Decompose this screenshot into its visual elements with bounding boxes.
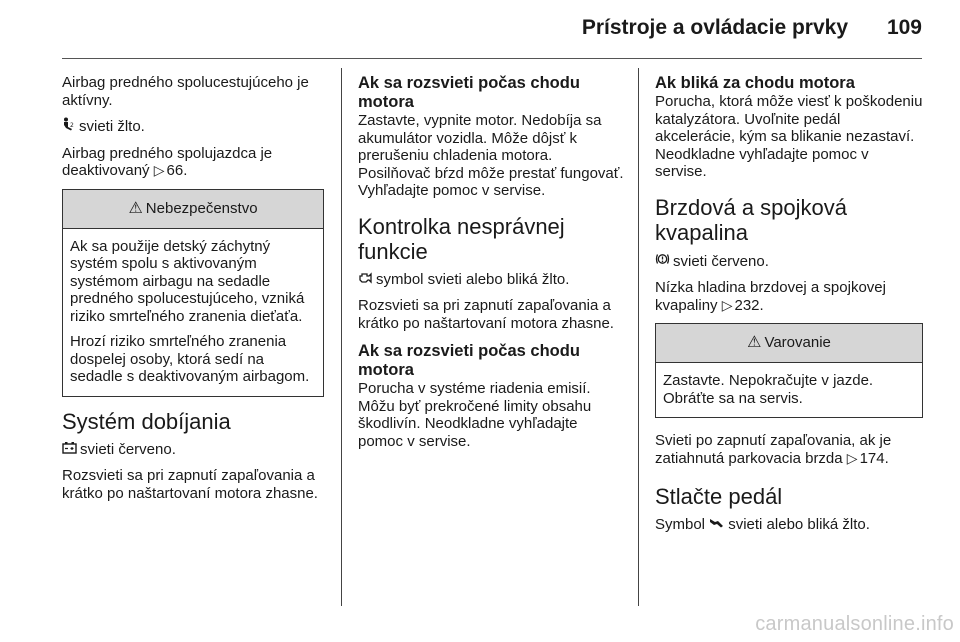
- danger-box-header: [63, 190, 323, 229]
- paragraph: [655, 279, 923, 315]
- paragraph: [655, 516, 923, 535]
- paragraph: Ak sa použije detský záchytný systém spolu s aktivovaným systémom airbagu na sedadle predného spolucestujúceho, vzniká riziko smrteľného zranenia dieťaťa.: [70, 237, 305, 325]
- header-title: Prístroje a ovládacie prvky: [581, 16, 848, 39]
- subsection-heading: Ak sa rozsvieti počas chodu motora: [358, 342, 580, 379]
- paragraph: Hrozí riziko smrteľného zranenia dospelej osoby, ktorá sedí na sedadle s deaktivovaným airbagom.: [70, 333, 310, 385]
- press-pedal-icon: [709, 517, 725, 535]
- section-heading: Systém dobíjania: [62, 408, 231, 434]
- column-2: [358, 74, 626, 458]
- brake-warning-icon: [655, 252, 670, 272]
- subsection-heading: Ak sa rozsvieti počas chodu motora: [358, 74, 580, 111]
- svg-text:2: 2: [70, 122, 74, 129]
- pedal-status-text: svieti alebo bliká žlto.: [728, 516, 870, 533]
- page-header: [0, 0, 960, 56]
- section-heading: Brzdová a spojková kvapalina: [655, 194, 847, 245]
- paragraph: Airbag predného spolucestujúceho je aktívny.: [62, 74, 309, 109]
- fault-status-text: symbol svieti alebo bliká žlto.: [376, 270, 570, 288]
- reference-arrow-icon: ▷: [721, 297, 733, 314]
- watermark: carmanualsonline.info: [755, 613, 954, 635]
- paragraph: [62, 441, 324, 460]
- battery-icon: [62, 441, 77, 460]
- column-1: [62, 74, 324, 510]
- column-divider-1: [341, 68, 342, 606]
- reference-arrow-icon: ▷: [153, 163, 165, 179]
- paragraph: [655, 432, 923, 468]
- paragraph: [62, 145, 324, 181]
- paragraph: Rozsvieti sa pri zapnutí zapaľovania a krátko po naštartovaní motora zhasne.: [62, 467, 318, 502]
- warning-triangle-icon: ⚠: [747, 334, 762, 352]
- paragraph: Porucha, ktorá môže viesť k poškodeniu katalyzátora. Uvoľnite pedál akcelerácie, kým sa blikanie nezastaví. Neodkladne vyhľadajte pomoc v servise.: [655, 93, 923, 180]
- engine-malfunction-icon: [358, 272, 373, 290]
- page-reference: 174.: [859, 449, 889, 467]
- page-reference: 232.: [734, 296, 764, 314]
- airbag-status-text: svieti žlto.: [79, 118, 145, 135]
- danger-box-body: [63, 229, 323, 396]
- subsection-heading: Ak bliká za chodu motora: [655, 74, 855, 92]
- paragraph: Zastavte, vypnite motor. Nedobíja sa akumulátor vozidla. Môže dôjsť k prerušeniu chladenia motora. Posilňovač bŕzd môže prestať fungovať. Vyhľadajte pomoc v servise.: [358, 112, 624, 199]
- reference-arrow-icon: ▷: [846, 450, 858, 467]
- warning-box-title: Varovanie: [764, 334, 831, 352]
- header-rule: [62, 58, 922, 59]
- charging-status-text: svieti červeno.: [80, 440, 176, 458]
- warning-box-header: [656, 324, 922, 363]
- paragraph: Rozsvieti sa pri zapnutí zapaľovania a krátko po naštartovaní motora zhasne.: [358, 297, 614, 332]
- paragraph: [655, 252, 923, 272]
- brake-desc-text: Nízka hladina brzdovej a spojkovej kvapaliny: [655, 279, 886, 314]
- parking-brake-text: Svieti po zapnutí zapaľovania, ak je zatiahnutá parkovacia brzda: [655, 432, 892, 467]
- danger-box: [62, 189, 324, 397]
- page-number: 109: [886, 16, 922, 39]
- column-divider-2: [638, 68, 639, 606]
- warning-box: [655, 323, 923, 418]
- section-heading: Stlačte pedál: [655, 484, 783, 509]
- airbag-off-icon: [62, 117, 76, 137]
- warning-triangle-icon: ⚠: [128, 199, 143, 217]
- paragraph: Porucha v systéme riadenia emisií. Môžu byť prekročené limity obsahu škodlivín. Neodkladne vyhľadajte pomoc v servise.: [358, 380, 592, 450]
- paragraph: [62, 117, 324, 137]
- column-3: [655, 74, 923, 543]
- paragraph: [358, 271, 626, 290]
- pedal-symbol-label: Symbol: [655, 516, 706, 533]
- warning-box-body: [656, 363, 922, 417]
- section-heading: Kontrolka nesprávnej funkcie: [358, 213, 565, 264]
- paragraph: Zastavte. Nepokračujte v jazde. Obráťte sa na servis.: [663, 372, 874, 407]
- danger-box-title: Nebezpečenstvo: [145, 199, 258, 217]
- page-reference: 66.: [166, 162, 188, 179]
- brake-status-text: svieti červeno.: [673, 252, 769, 270]
- airbag-deactivated-text: Airbag predného spolujazdca je deaktivovaný: [62, 144, 273, 179]
